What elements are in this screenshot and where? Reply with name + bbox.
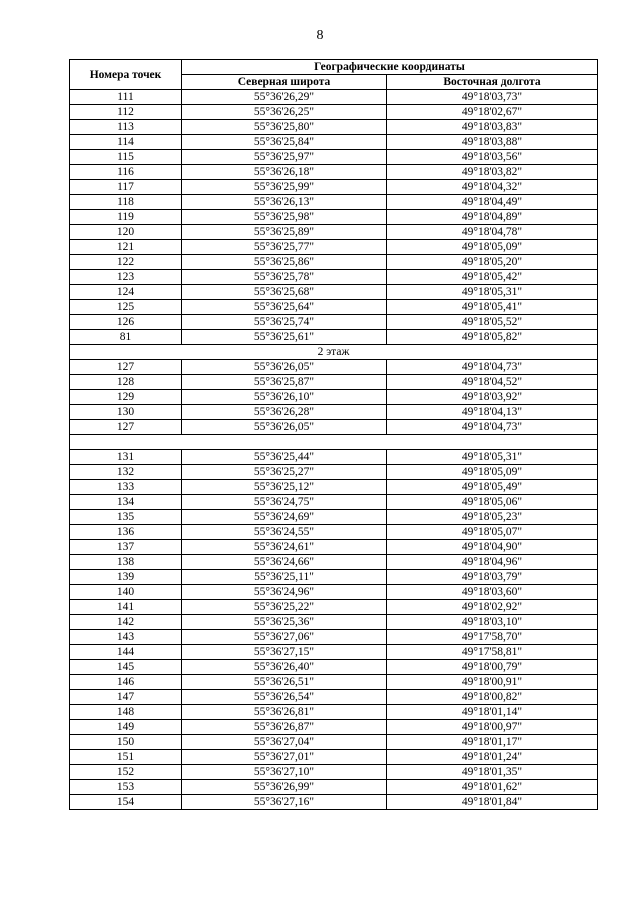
longitude-cell: 49°18'03,92" — [387, 390, 598, 405]
table-row — [70, 735, 598, 750]
table-row — [70, 780, 598, 795]
longitude-cell: 49°18'04,73" — [387, 420, 598, 435]
point-number-cell: 142 — [70, 615, 182, 630]
longitude-cell: 49°18'04,89" — [387, 210, 598, 225]
longitude-cell: 49°18'01,35" — [387, 765, 598, 780]
longitude-cell: 49°18'05,82" — [387, 330, 598, 345]
point-number-cell: 115 — [70, 150, 182, 165]
longitude-cell: 49°18'05,52" — [387, 315, 598, 330]
table-row — [70, 405, 598, 420]
latitude-cell: 55°36'25,68" — [182, 285, 387, 300]
longitude-cell: 49°18'05,20" — [387, 255, 598, 270]
latitude-cell: 55°36'26,87" — [182, 720, 387, 735]
table-row — [70, 510, 598, 525]
point-number-cell: 145 — [70, 660, 182, 675]
table-row — [70, 105, 598, 120]
header-north-latitude: Северная широта — [182, 75, 387, 90]
longitude-cell: 49°18'03,88" — [387, 135, 598, 150]
latitude-cell: 55°36'24,96" — [182, 585, 387, 600]
longitude-cell: 49°18'05,07" — [387, 525, 598, 540]
latitude-cell: 55°36'27,15" — [182, 645, 387, 660]
longitude-cell: 49°18'05,31" — [387, 285, 598, 300]
point-number-cell: 124 — [70, 285, 182, 300]
longitude-cell: 49°17'58,81" — [387, 645, 598, 660]
latitude-cell: 55°36'27,06" — [182, 630, 387, 645]
latitude-cell: 55°36'26,05" — [182, 360, 387, 375]
table-row — [70, 270, 598, 285]
table-row — [70, 465, 598, 480]
point-number-cell: 127 — [70, 360, 182, 375]
longitude-cell: 49°18'03,60" — [387, 585, 598, 600]
latitude-cell: 55°36'24,61" — [182, 540, 387, 555]
latitude-cell: 55°36'25,44" — [182, 450, 387, 465]
longitude-cell: 49°18'03,82" — [387, 165, 598, 180]
table-row — [70, 135, 598, 150]
table-row — [70, 420, 598, 435]
point-number-cell: 140 — [70, 585, 182, 600]
point-number-cell: 114 — [70, 135, 182, 150]
table-row — [70, 750, 598, 765]
point-number-cell: 116 — [70, 165, 182, 180]
table-row — [70, 555, 598, 570]
table-body — [70, 90, 598, 810]
longitude-cell: 49°18'04,73" — [387, 360, 598, 375]
header-geo-coordinates: Географические координаты — [182, 60, 598, 75]
longitude-cell: 49°18'04,49" — [387, 195, 598, 210]
latitude-cell: 55°36'26,99" — [182, 780, 387, 795]
longitude-cell: 49°18'03,10" — [387, 615, 598, 630]
longitude-cell: 49°18'01,14" — [387, 705, 598, 720]
point-number-cell: 130 — [70, 405, 182, 420]
latitude-cell: 55°36'27,16" — [182, 795, 387, 810]
point-number-cell: 112 — [70, 105, 182, 120]
latitude-cell: 55°36'25,89" — [182, 225, 387, 240]
table-row — [70, 615, 598, 630]
longitude-cell: 49°18'02,92" — [387, 600, 598, 615]
latitude-cell: 55°36'25,74" — [182, 315, 387, 330]
longitude-cell: 49°18'04,90" — [387, 540, 598, 555]
point-number-cell: 81 — [70, 330, 182, 345]
longitude-cell: 49°18'01,17" — [387, 735, 598, 750]
latitude-cell: 55°36'26,81" — [182, 705, 387, 720]
section-row — [70, 345, 598, 360]
table-row — [70, 585, 598, 600]
coordinates-table — [69, 59, 598, 810]
longitude-cell: 49°18'03,73" — [387, 90, 598, 105]
latitude-cell: 55°36'25,64" — [182, 300, 387, 315]
longitude-cell: 49°18'00,97" — [387, 720, 598, 735]
longitude-cell: 49°18'04,13" — [387, 405, 598, 420]
point-number-cell: 118 — [70, 195, 182, 210]
longitude-cell: 49°18'03,83" — [387, 120, 598, 135]
table-row — [70, 675, 598, 690]
latitude-cell: 55°36'25,12" — [182, 480, 387, 495]
latitude-cell: 55°36'27,01" — [182, 750, 387, 765]
longitude-cell: 49°18'00,79" — [387, 660, 598, 675]
point-number-cell: 139 — [70, 570, 182, 585]
point-number-cell: 121 — [70, 240, 182, 255]
point-number-cell: 137 — [70, 540, 182, 555]
table-row — [70, 540, 598, 555]
table-row — [70, 120, 598, 135]
table-row — [70, 765, 598, 780]
longitude-cell: 49°18'01,24" — [387, 750, 598, 765]
table-row — [70, 795, 598, 810]
latitude-cell: 55°36'25,99" — [182, 180, 387, 195]
longitude-cell: 49°18'05,42" — [387, 270, 598, 285]
longitude-cell: 49°18'01,84" — [387, 795, 598, 810]
latitude-cell: 55°36'26,25" — [182, 105, 387, 120]
point-number-cell: 126 — [70, 315, 182, 330]
point-number-cell: 122 — [70, 255, 182, 270]
point-number-cell: 131 — [70, 450, 182, 465]
longitude-cell: 49°18'05,49" — [387, 480, 598, 495]
latitude-cell: 55°36'25,61" — [182, 330, 387, 345]
latitude-cell: 55°36'26,13" — [182, 195, 387, 210]
longitude-cell: 49°18'05,41" — [387, 300, 598, 315]
latitude-cell: 55°36'24,75" — [182, 495, 387, 510]
header-point-numbers: Номера точек — [70, 60, 182, 90]
longitude-cell: 49°18'05,23" — [387, 510, 598, 525]
longitude-cell: 49°18'04,78" — [387, 225, 598, 240]
point-number-cell: 128 — [70, 375, 182, 390]
latitude-cell: 55°36'25,98" — [182, 210, 387, 225]
table-row — [70, 525, 598, 540]
table-row — [70, 240, 598, 255]
table-row — [70, 705, 598, 720]
longitude-cell: 49°17'58,70" — [387, 630, 598, 645]
longitude-cell: 49°18'01,62" — [387, 780, 598, 795]
table-row — [70, 195, 598, 210]
table-row — [70, 315, 598, 330]
point-number-cell: 120 — [70, 225, 182, 240]
point-number-cell: 144 — [70, 645, 182, 660]
table-row — [70, 300, 598, 315]
table-row — [70, 495, 598, 510]
table-row — [70, 375, 598, 390]
table-row — [70, 390, 598, 405]
table-row — [70, 150, 598, 165]
latitude-cell: 55°36'25,22" — [182, 600, 387, 615]
longitude-cell: 49°18'00,82" — [387, 690, 598, 705]
table-row — [70, 660, 598, 675]
point-number-cell: 125 — [70, 300, 182, 315]
longitude-cell: 49°18'04,32" — [387, 180, 598, 195]
point-number-cell: 123 — [70, 270, 182, 285]
point-number-cell: 136 — [70, 525, 182, 540]
latitude-cell: 55°36'26,10" — [182, 390, 387, 405]
table-row — [70, 690, 598, 705]
point-number-cell: 154 — [70, 795, 182, 810]
table-row — [70, 570, 598, 585]
table-row — [70, 360, 598, 375]
latitude-cell: 55°36'24,66" — [182, 555, 387, 570]
blank-cell — [70, 435, 598, 450]
header-row-top — [70, 60, 598, 75]
blank-row — [70, 435, 598, 450]
point-number-cell: 149 — [70, 720, 182, 735]
table-row — [70, 255, 598, 270]
table-row — [70, 225, 598, 240]
point-number-cell: 152 — [70, 765, 182, 780]
latitude-cell: 55°36'26,28" — [182, 405, 387, 420]
latitude-cell: 55°36'26,29" — [182, 90, 387, 105]
point-number-cell: 135 — [70, 510, 182, 525]
table-row — [70, 480, 598, 495]
latitude-cell: 55°36'25,77" — [182, 240, 387, 255]
latitude-cell: 55°36'25,36" — [182, 615, 387, 630]
longitude-cell: 49°18'05,31" — [387, 450, 598, 465]
point-number-cell: 132 — [70, 465, 182, 480]
latitude-cell: 55°36'26,40" — [182, 660, 387, 675]
table-row — [70, 285, 598, 300]
point-number-cell: 133 — [70, 480, 182, 495]
table-row — [70, 630, 598, 645]
table-row — [70, 180, 598, 195]
longitude-cell: 49°18'05,06" — [387, 495, 598, 510]
latitude-cell: 55°36'25,87" — [182, 375, 387, 390]
latitude-cell: 55°36'24,55" — [182, 525, 387, 540]
page-number: 8 — [316, 28, 324, 43]
table-row — [70, 450, 598, 465]
point-number-cell: 138 — [70, 555, 182, 570]
point-number-cell: 119 — [70, 210, 182, 225]
latitude-cell: 55°36'25,97" — [182, 150, 387, 165]
point-number-cell: 113 — [70, 120, 182, 135]
latitude-cell: 55°36'26,51" — [182, 675, 387, 690]
longitude-cell: 49°18'04,52" — [387, 375, 598, 390]
point-number-cell: 111 — [70, 90, 182, 105]
latitude-cell: 55°36'25,78" — [182, 270, 387, 285]
longitude-cell: 49°18'03,56" — [387, 150, 598, 165]
table-row — [70, 645, 598, 660]
point-number-cell: 150 — [70, 735, 182, 750]
table-row — [70, 330, 598, 345]
point-number-cell: 134 — [70, 495, 182, 510]
latitude-cell: 55°36'25,86" — [182, 255, 387, 270]
longitude-cell: 49°18'05,09" — [387, 240, 598, 255]
latitude-cell: 55°36'25,27" — [182, 465, 387, 480]
table-row — [70, 210, 598, 225]
latitude-cell: 55°36'26,05" — [182, 420, 387, 435]
latitude-cell: 55°36'25,84" — [182, 135, 387, 150]
longitude-cell: 49°18'05,09" — [387, 465, 598, 480]
latitude-cell: 55°36'27,10" — [182, 765, 387, 780]
point-number-cell: 148 — [70, 705, 182, 720]
latitude-cell: 55°36'26,18" — [182, 165, 387, 180]
point-number-cell: 146 — [70, 675, 182, 690]
header-east-longitude: Восточная долгота — [387, 75, 598, 90]
latitude-cell: 55°36'25,11" — [182, 570, 387, 585]
latitude-cell: 55°36'24,69" — [182, 510, 387, 525]
longitude-cell: 49°18'04,96" — [387, 555, 598, 570]
longitude-cell: 49°18'03,79" — [387, 570, 598, 585]
latitude-cell: 55°36'25,80" — [182, 120, 387, 135]
latitude-cell: 55°36'27,04" — [182, 735, 387, 750]
point-number-cell: 147 — [70, 690, 182, 705]
longitude-cell: 49°18'02,67" — [387, 105, 598, 120]
point-number-cell: 127 — [70, 420, 182, 435]
point-number-cell: 143 — [70, 630, 182, 645]
point-number-cell: 141 — [70, 600, 182, 615]
latitude-cell: 55°36'26,54" — [182, 690, 387, 705]
point-number-cell: 117 — [70, 180, 182, 195]
longitude-cell: 49°18'00,91" — [387, 675, 598, 690]
point-number-cell: 129 — [70, 390, 182, 405]
point-number-cell: 151 — [70, 750, 182, 765]
section-label: 2 этаж — [70, 345, 598, 360]
table-row — [70, 600, 598, 615]
point-number-cell: 153 — [70, 780, 182, 795]
table-row — [70, 720, 598, 735]
table-row — [70, 165, 598, 180]
table-row — [70, 90, 598, 105]
